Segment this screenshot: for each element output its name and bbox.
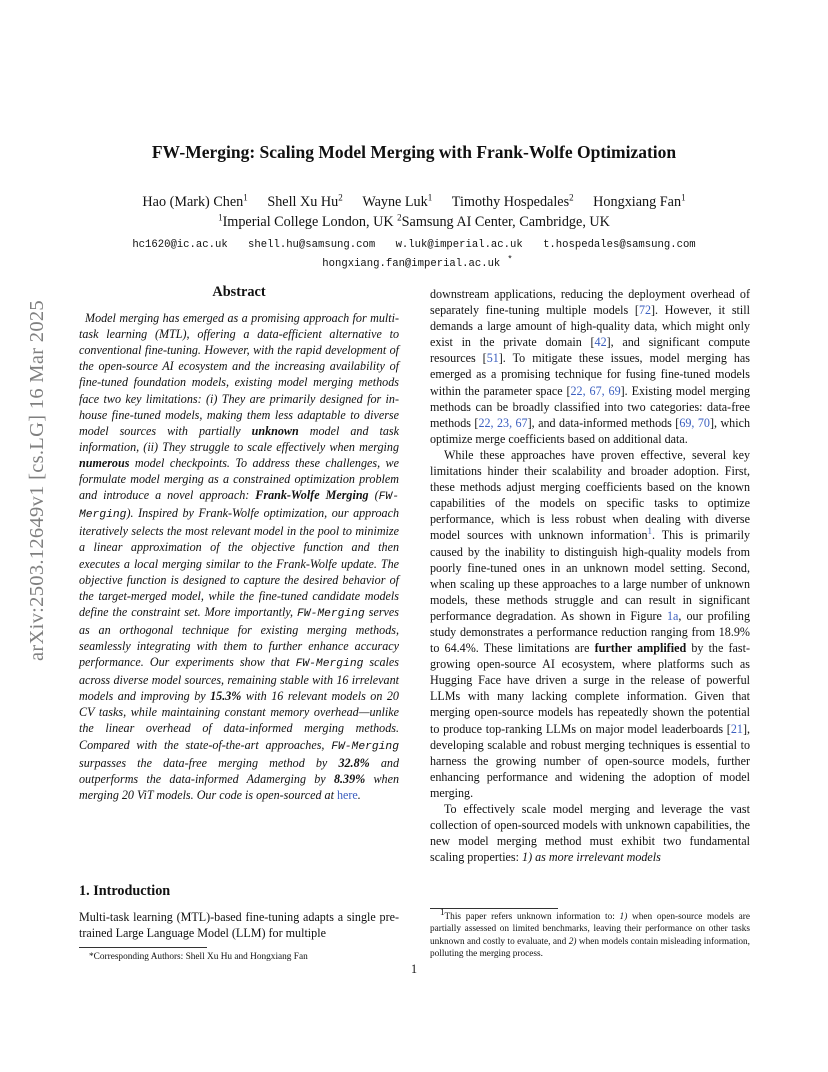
paragraph: downstream applications, reducing the deployment overhead of separately fine-tuning multiple models [72]. However, it still demands a large amount of high-quality data, which might only exist in the private domain [42], and significant compute resources [51]. To mitigate these issues, model merging has emerged as a promising technique for fusing fine-tuned models within the parameter space [22, 67, 69]. Existing model merging methods can be broadly classified into two categories: data-free methods [22, 23, 67], and data-informed methods [69, 70], which optimize merge coefficients based on additional data. xyxy=(430,287,750,446)
footnote-corresponding: *Corresponding Authors: Shell Xu Hu and Hongxiang Fan xyxy=(89,952,308,962)
author: Timothy Hospedales$^2$ xyxy=(451,192,574,210)
email: hc1620@ic.ac.uk xyxy=(132,239,228,251)
page-number: 1 xyxy=(410,962,418,976)
arxiv-stamp: arXiv:2503.12649v1 [cs.LG] 16 Mar 2025 xyxy=(26,300,48,662)
citation-link[interactable]: 21 xyxy=(730,721,743,736)
footnote-ref[interactable]: 1 xyxy=(647,526,653,537)
citation-link[interactable]: 42 xyxy=(594,335,607,350)
author-emails xyxy=(0,236,828,274)
abstract-text: Model merging has emerged as a promising approach for multi-task learning (MTL), offering a data-efficient alternative to conventional fine-tuning. However, with the rapid development of the open-source AI ecosystem and the increasing availability of fine-tuned foundation models, existing model merging methods face two key limitations: (i) They are primarily designed for in-house fine-tuned models, making them less adaptable to diverse model sources with partially unknown model and task information, (ii) They struggle to scale effectively when merging numerous model checkpoints. To address these challenges, we formulate model merging as a constrained optimization problem and introduce a novel approach: Frank-Wolfe Merging (FW-Merging). Inspired by Frank-Wolfe optimization, our approach iteratively selects the most relevant model in the pool to minimize a linear approximation of the objective function and then executes a local merging similar to the Frank-Wolfe update. The objective function is designed to capture the desired behavior of the target-merged model, while the fine-tuned candidate models define the constraint set. More importantly, FW-Merging serves as an orthogonal technique for existing merging methods, seamlessly integrating with them to further enhance accuracy performance. Our experiments show that FW-Merging scales across diverse model sources, remaining stable with 16 irrelevant models and improving by 15.3% with 16 relevant models on 20 CV tasks, while maintaining constant memory overhead—unlike the linear overhead of data-informed merging methods. Compared with the state-of-the-art approaches, FW-Merging surpasses the data-free merging method by 32.8% and outperforms the data-informed Adamerging by 8.39% when merging 20 ViT models. Our code is open-sourced at here. xyxy=(79,311,399,802)
author: Shell Xu Hu$^2$ xyxy=(267,192,343,210)
footnote-unknown-info: $^1$This paper refers unknown information to: 1) when open-source models are partially assessed on limited benchmarks, leaving their performance on other tasks unknown and costly to evaluate, and 2) when models contain misleading information, polluting the merging process. xyxy=(430,906,750,959)
paper-title: FW-Merging: Scaling Model Merging with Frank-Wolfe Optimization xyxy=(151,142,677,162)
email: hongxiang.fan@imperial.ac.uk * xyxy=(322,254,513,270)
paragraph: To effectively scale model merging and leverage the vast collection of open-sourced models with unknown capabilities, the new model merging method must exhibit two fundamental scaling properties: 1) as more irrelevant models xyxy=(430,802,750,865)
author: Hao (Mark) Chen$^1$ xyxy=(142,192,248,210)
intro-paragraph: Multi-task learning (MTL)-based fine-tuning adapts a single pre-trained Large Language Model (LLM) for multiple xyxy=(79,910,399,941)
citation-link[interactable]: 69, 70 xyxy=(679,415,710,430)
abstract-heading: Abstract xyxy=(212,284,266,300)
right-column xyxy=(430,286,750,865)
email: shell.hu@samsung.com xyxy=(248,239,376,251)
email: t.hospedales@samsung.com xyxy=(543,239,696,251)
section-heading-introduction: 1. Introduction xyxy=(79,883,171,899)
code-link[interactable]: here xyxy=(336,787,358,802)
footnote-rule xyxy=(430,908,558,909)
email: w.luk@imperial.ac.uk xyxy=(395,239,523,251)
citation-link[interactable]: 22, 23, 67 xyxy=(478,415,528,430)
author: Hongxiang Fan$^1$ xyxy=(593,192,686,210)
citation-link[interactable]: 22, 67, 69 xyxy=(570,383,621,398)
citation-link[interactable]: 51 xyxy=(486,351,499,366)
author: Wayne Luk$^1$ xyxy=(362,192,433,210)
paragraph: While these approaches have proven effective, several key limitations hinder their scalability and broader adoption. First, these methods adjust merging coefficients based on the known capabilities of the models on specific tasks to optimize performance, which is less robust when dealing with diverse model sources with unknown information$^1$. This is primarily caused by the inability to distinguish high-quality models from poorly fine-tuned ones in an unknown model setting. Second, when scaling up these approaches to a large number of unknown models, these methods struggle and can result in significant performance degradation. As shown in Figure 1a, our profiling study demonstrates a performance reduction ranging from 18.9% to 64.4%. These limitations are further amplified by the fast-growing open-source AI ecosystem, where platforms such as Hugging Face have driven a surge in the release of powerful LLMs with many lacking complete information. Given that merging open-source models has repeatedly shown the potential to produce top-ranking LLMs on major model leaderboards [21], developing scalable and robust merging techniques is essential to harness the growing number of open-source models, further enhancing performance and widening the adoption of model merging. xyxy=(430,447,750,800)
author-list xyxy=(0,194,828,211)
affiliations: $^1$Imperial College London, UK $^2$Samsung AI Center, Cambridge, UK xyxy=(218,212,610,230)
citation-link[interactable]: 72 xyxy=(638,303,652,318)
abstract-section xyxy=(79,284,399,803)
footnote-rule xyxy=(79,947,207,948)
figure-link[interactable]: 1a xyxy=(666,608,679,623)
